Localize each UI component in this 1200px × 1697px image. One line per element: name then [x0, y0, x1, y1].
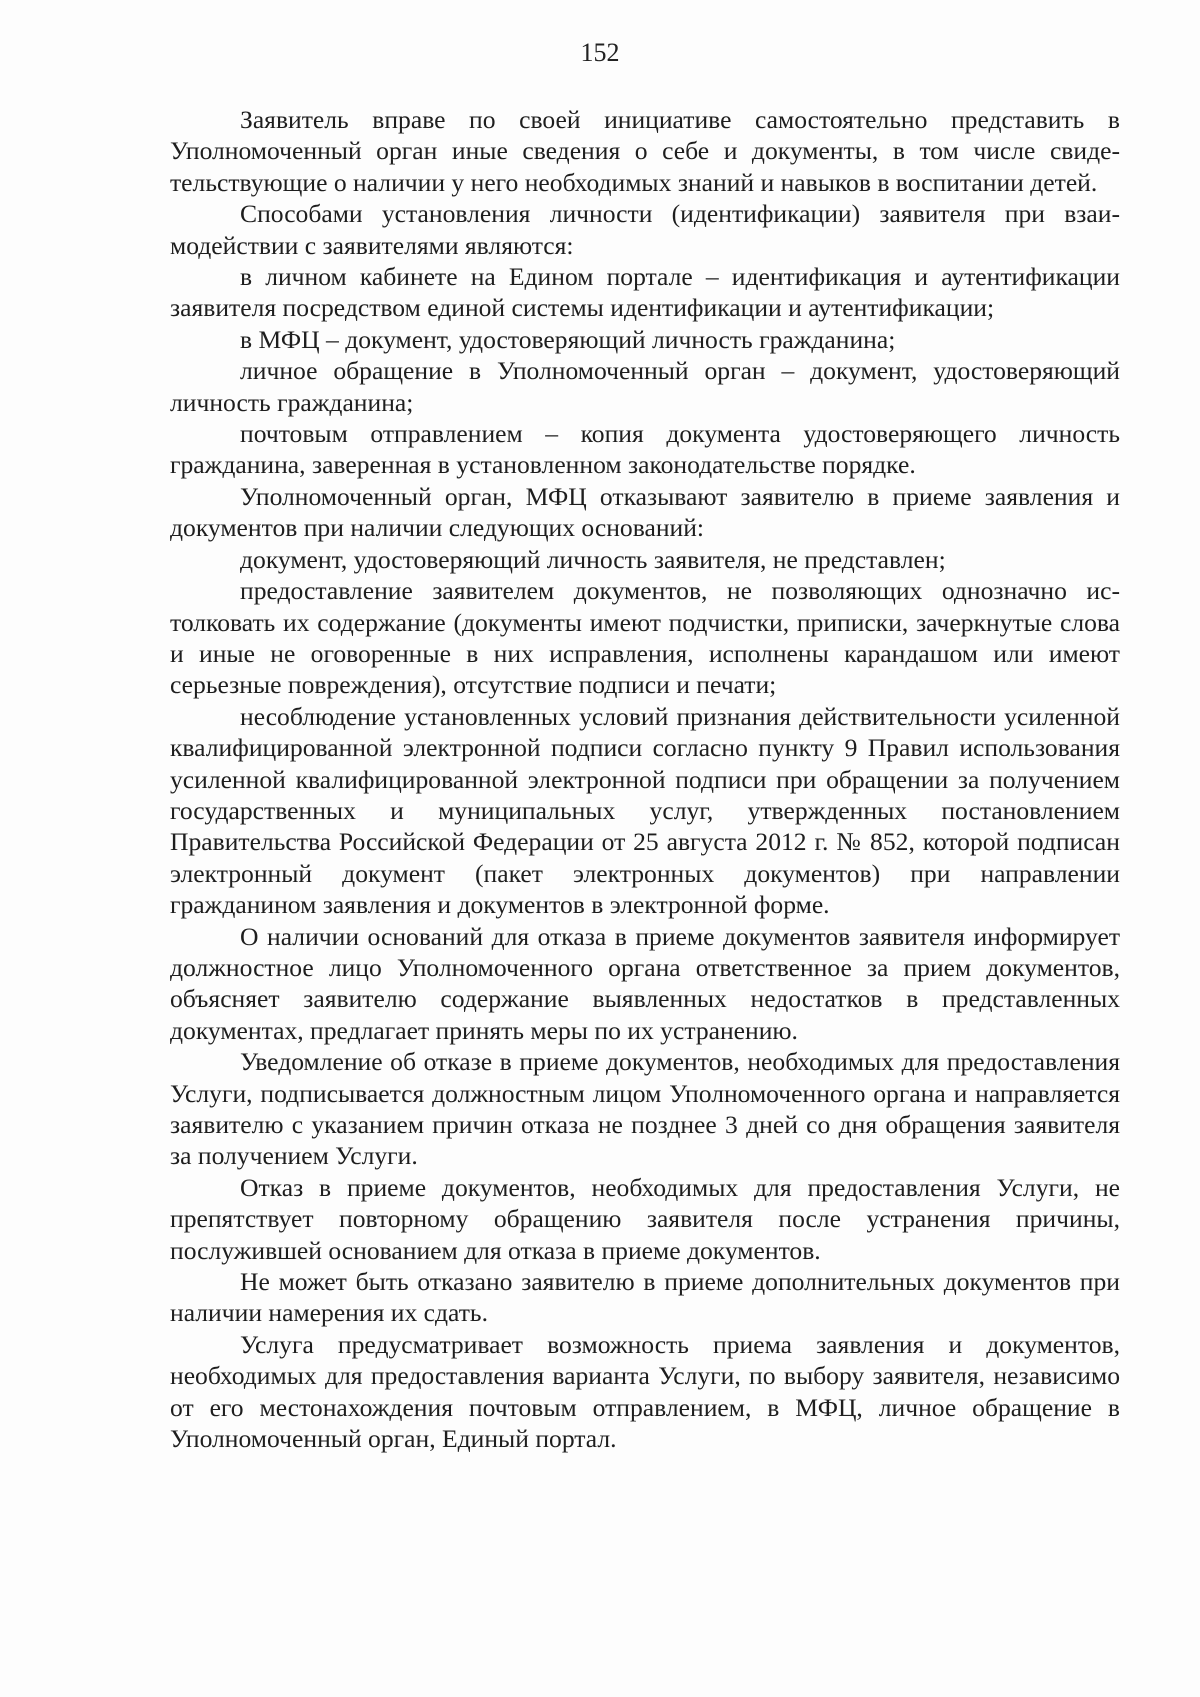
page-number: 152: [580, 38, 620, 67]
paragraph: личное обращение в Уполномоченный орган – документ, удостоверяющий личность гражданина;: [170, 356, 1120, 417]
paragraph: Заявитель вправе по своей инициативе самостоятельно представить в Уполномоченный орган иные сведения о себе и документы, в том числе свидетельствующие о наличии у него необходимых знаний и навыков в воспитании детей.: [170, 105, 1120, 197]
paragraph: несоблюдение установленных условий признания действительности усиленной квалифицированной электронной подписи согласно пункту 9 Правил использования усиленной квалифицированной электронной подписи при обращении за получением государственных и муниципальных услуг, утвержденных постановлением Правительства Российской Федерации от 25 августа 2012 г. № 852, которой подписан электронный документ (пакет электронных документов) при направлении гражданином заявления и документов в электронной форме.: [170, 701, 1120, 920]
paragraph: Отказ в приеме документов, необходимых для предоставления Услуги, не препятствует повторному обращению заявителя после устранения причины, послужившей основанием для отказа в приеме документов.: [170, 1172, 1120, 1265]
paragraph: О наличии оснований для отказа в приеме документов заявителя информирует должностное лицо Уполномоченного органа ответственное за прием документов, объясняет заявителю содержание выявленных недостатков в представленных документах, предлагает принять меры по их устранению.: [170, 921, 1120, 1045]
paragraph: Уведомление об отказе в приеме документов, необходимых для предоставления Услуги, подписывается должностным лицом Уполномоченного органа и направляется заявителю с указанием причин отказа не позднее 3 дней со дня обращения заявителя за получением Услуги.: [170, 1047, 1120, 1171]
paragraph: Не может быть отказано заявителю в приеме дополнительных документов при наличии намерения их сдать.: [170, 1267, 1120, 1328]
paragraph: в личном кабинете на Едином портале – идентификация и аутентификации заявителя посредством единой системы идентификации и аутентификации;: [170, 262, 1120, 323]
paragraph: почтовым отправлением – копия документа удостоверяющего личность гражданина, заверенная в установленном законодательстве порядке.: [170, 419, 1120, 480]
document-body: [170, 104, 1120, 1454]
paragraph: Услуга предусматривает возможность приема заявления и документов, необходимых для предоставления варианта Услуги, по выбору заявителя, независимо от его местонахождения почтовым отправлением, в МФЦ, личное обращение в Уполномоченный орган, Единый портал.: [170, 1329, 1120, 1454]
paragraph: в МФЦ – документ, удостоверяющий личность гражданина;: [240, 324, 896, 354]
paragraph: предоставление заявителем документов, не позволяющих однозначно истолковать их содержание (документы имеют подчистки, приписки, зачеркнутые слова и иные не оговоренные в них исправления, исполнены карандашом или имеют серьезные повреждения), отсутствие подписи и печати;: [170, 576, 1120, 700]
paragraph: документ, удостоверяющий личность заявителя, не представлен;: [240, 544, 946, 574]
paragraph: Уполномоченный орган, МФЦ отказывают заявителю в приеме заявления и документов при наличии следующих оснований:: [170, 481, 1120, 543]
paragraph: Способами установления личности (идентификации) заявителя при взаимодействии с заявителями являются:: [170, 199, 1120, 260]
